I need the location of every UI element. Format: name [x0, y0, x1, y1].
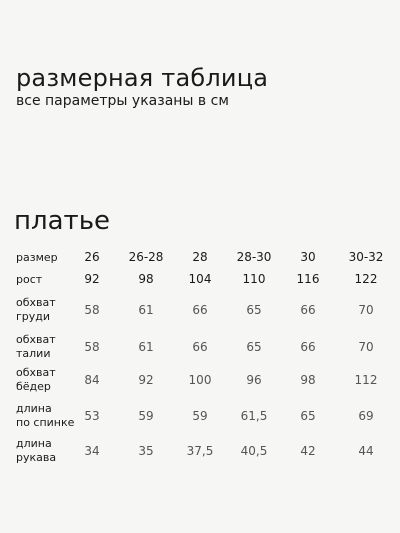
height-cell: 104	[188, 272, 212, 286]
table-row-hips	[16, 366, 388, 400]
table-cell: 65	[300, 409, 316, 423]
table-cell: 66	[300, 303, 316, 317]
size-label: размер	[16, 251, 58, 264]
table-cell: 112	[354, 373, 378, 387]
row-label-line2: по спинке	[16, 416, 75, 429]
table-row-sleeve-length	[16, 437, 388, 471]
table-cell: 70	[358, 303, 374, 317]
height-cell: 122	[354, 272, 378, 286]
row-label	[16, 402, 80, 430]
row-label	[16, 366, 80, 394]
table-cell: 40,5	[240, 444, 268, 458]
table-cell: 59	[192, 409, 208, 423]
table-cell: 70	[358, 340, 374, 354]
table-cell: 61,5	[240, 409, 268, 423]
table-cell: 69	[358, 409, 374, 423]
height-cell: 116	[296, 272, 320, 286]
height-cell: 110	[242, 272, 266, 286]
size-cell: 28-30	[236, 250, 272, 264]
row-label-line1: длина	[16, 402, 52, 415]
table-cell: 84	[84, 373, 100, 387]
table-cell: 59	[138, 409, 154, 423]
table-cell: 66	[192, 340, 208, 354]
table-cell: 58	[84, 340, 100, 354]
table-row-waist	[16, 333, 388, 367]
size-cell: 26-28	[128, 250, 164, 264]
table-cell: 34	[84, 444, 100, 458]
table-cell: 100	[188, 373, 212, 387]
row-label	[16, 296, 80, 324]
row-label-line2: бёдер	[16, 380, 51, 393]
page-title: размерная таблица	[16, 64, 269, 92]
row-label-line1: обхват	[16, 333, 56, 346]
table-cell: 37,5	[186, 444, 214, 458]
size-cell: 30	[300, 250, 316, 264]
table-row-chest	[16, 296, 388, 330]
table-row-back-length	[16, 402, 388, 436]
row-label-line2: рукава	[16, 451, 57, 464]
height-label: рост	[16, 273, 43, 286]
height-cell: 92	[84, 272, 100, 286]
height-cell: 98	[138, 272, 154, 286]
table-cell: 66	[300, 340, 316, 354]
row-label-line2: талии	[16, 347, 51, 360]
table-cell: 44	[358, 444, 374, 458]
table-cell: 53	[84, 409, 100, 423]
table-cell: 92	[138, 373, 154, 387]
table-cell: 65	[246, 303, 262, 317]
row-label-line2: груди	[16, 310, 51, 323]
size-cell: 30-32	[348, 250, 384, 264]
section-title: платье	[14, 206, 111, 236]
size-cell: 28	[192, 250, 208, 264]
row-label	[16, 437, 80, 465]
table-cell: 61	[138, 340, 154, 354]
table-cell: 96	[246, 373, 262, 387]
table-cell: 61	[138, 303, 154, 317]
table-cell: 66	[192, 303, 208, 317]
page-subtitle: все параметры указаны в см	[16, 93, 229, 109]
table-cell: 58	[84, 303, 100, 317]
row-label-line1: обхват	[16, 296, 56, 309]
table-cell: 35	[138, 444, 154, 458]
size-cell: 26	[84, 250, 100, 264]
row-label	[16, 333, 80, 361]
table-cell: 42	[300, 444, 316, 458]
table-cell: 65	[246, 340, 262, 354]
row-label-line1: длина	[16, 437, 52, 450]
row-label-line1: обхват	[16, 366, 56, 379]
table-cell: 98	[300, 373, 316, 387]
